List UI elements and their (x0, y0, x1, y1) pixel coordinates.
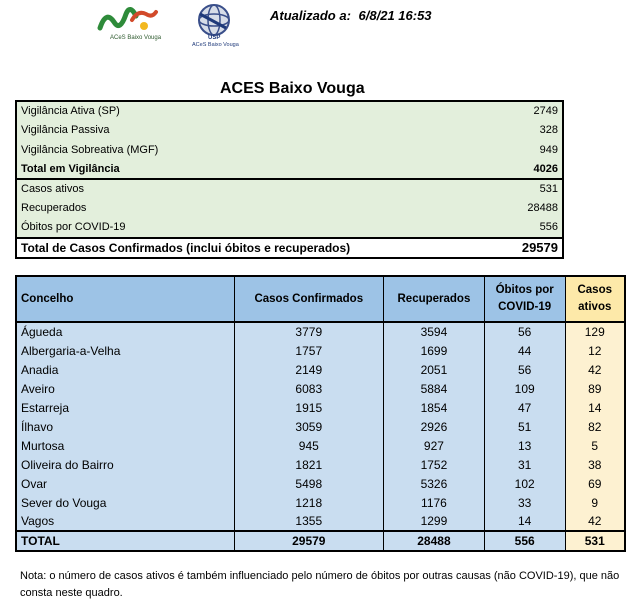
cell-obitos: 33 (484, 493, 565, 512)
summary-label: Casos ativos (16, 179, 443, 199)
updated-timestamp (270, 8, 436, 23)
cell-recuperados: 5884 (384, 379, 485, 398)
summary-value: 949 (539, 143, 558, 156)
summary-value: 531 (443, 179, 563, 199)
summary-value: 2749 (533, 105, 558, 118)
cell-confirmados: 1915 (234, 398, 384, 417)
cell-recuperados: 5326 (384, 474, 485, 493)
cell-concelho: Estarreja (16, 398, 234, 417)
table-row (16, 455, 625, 474)
footnote: Nota: o número de casos ativos é também influenciado pelo número de óbitos por outras causas (não COVID-19), que não consta neste quadro. (20, 570, 620, 599)
cell-concelho: Águeda (16, 322, 234, 341)
table-row (16, 474, 625, 493)
total-cell-concelho: TOTAL (16, 531, 234, 551)
summary-row (16, 101, 563, 121)
summary-label: Vigilância Ativa (SP) (21, 105, 120, 118)
cell-ativos: 5 (565, 436, 625, 455)
cell-confirmados: 3059 (234, 417, 384, 436)
header-confirmados: Casos Confirmados (234, 276, 384, 322)
table-row (16, 436, 625, 455)
table-header-row (16, 276, 625, 322)
header-concelho: Concelho (16, 276, 234, 322)
table-row (16, 398, 625, 417)
header-ativos-line2: ativos (578, 301, 612, 313)
summary-label: Recuperados (21, 202, 87, 215)
cell-obitos: 109 (484, 379, 565, 398)
summary-total-value: 29579 (443, 238, 563, 258)
header-obitos (484, 276, 565, 322)
cell-concelho: Ovar (16, 474, 234, 493)
summary-value: 328 (539, 124, 558, 137)
table-row (16, 417, 625, 436)
summary-row (16, 218, 563, 238)
summary-row (16, 160, 563, 180)
cell-concelho: Anadia (16, 360, 234, 379)
table-row (16, 493, 625, 512)
updated-value: 6/8/21 16:53 (358, 8, 432, 23)
cell-obitos: 14 (484, 512, 565, 531)
cell-recuperados: 1699 (384, 341, 485, 360)
cell-concelho: Albergaria-a-Velha (16, 341, 234, 360)
cell-ativos: 42 (565, 360, 625, 379)
cell-ativos: 89 (565, 379, 625, 398)
header-ativos (565, 276, 625, 322)
usp-logo-text-bottom: ACeS Baixo Vouga (192, 42, 239, 48)
cell-confirmados: 945 (234, 436, 384, 455)
cell-recuperados: 1752 (384, 455, 485, 474)
summary-value: 28488 (527, 202, 558, 215)
summary-row (16, 199, 563, 219)
table-row (16, 360, 625, 379)
cell-obitos: 51 (484, 417, 565, 436)
cell-confirmados: 5498 (234, 474, 384, 493)
cell-confirmados: 1757 (234, 341, 384, 360)
concelho-table (15, 275, 626, 552)
usp-logo (186, 2, 242, 48)
cell-ativos: 14 (565, 398, 625, 417)
cell-obitos: 56 (484, 322, 565, 341)
cell-recuperados: 3594 (384, 322, 485, 341)
cell-ativos: 69 (565, 474, 625, 493)
total-cell-confirmados: 29579 (234, 531, 384, 551)
summary-value: 4026 (533, 162, 558, 175)
cell-ativos: 38 (565, 455, 625, 474)
table-body (16, 322, 625, 551)
summary-row (16, 140, 563, 160)
cell-recuperados: 1854 (384, 398, 485, 417)
cell-confirmados: 2149 (234, 360, 384, 379)
header-ativos-line1: Casos (577, 284, 613, 296)
cell-concelho: Murtosa (16, 436, 234, 455)
cell-concelho: Ílhavo (16, 417, 234, 436)
cell-confirmados: 1355 (234, 512, 384, 531)
page-title: ACES Baixo Vouga (220, 80, 365, 97)
total-cell-recuperados: 28488 (384, 531, 485, 551)
updated-label: Atualizado a: (270, 8, 351, 23)
cell-ativos: 12 (565, 341, 625, 360)
table-row (16, 341, 625, 360)
cell-ativos: 82 (565, 417, 625, 436)
cell-confirmados: 1821 (234, 455, 384, 474)
table-total-row (16, 531, 625, 551)
cell-concelho: Sever do Vouga (16, 493, 234, 512)
cell-obitos: 44 (484, 341, 565, 360)
summary-label: Óbitos por COVID-19 (21, 221, 126, 234)
summary-value: 556 (539, 221, 558, 234)
header-recuperados: Recuperados (384, 276, 485, 322)
summary-table (15, 100, 564, 259)
cell-recuperados: 927 (384, 436, 485, 455)
cell-ativos: 42 (565, 512, 625, 531)
cell-confirmados: 3779 (234, 322, 384, 341)
summary-total-label: Total de Casos Confirmados (inclui óbitos e recuperados) (16, 238, 443, 258)
aces-logo-text: ACeS Baixo Vouga (110, 35, 162, 41)
cell-confirmados: 1218 (234, 493, 384, 512)
cell-concelho: Oliveira do Bairro (16, 455, 234, 474)
table-row (16, 379, 625, 398)
cell-concelho: Aveiro (16, 379, 234, 398)
cell-obitos: 13 (484, 436, 565, 455)
summary-row (16, 121, 563, 141)
summary-label: Vigilância Sobreativa (MGF) (21, 143, 159, 156)
header-obitos-line1: Óbitos por (495, 284, 554, 296)
aces-logo (96, 6, 166, 42)
cell-recuperados: 2051 (384, 360, 485, 379)
total-cell-obitos: 556 (484, 531, 565, 551)
summary-row (16, 179, 563, 199)
cell-recuperados: 1176 (384, 493, 485, 512)
cell-obitos: 56 (484, 360, 565, 379)
cell-concelho: Vagos (16, 512, 234, 531)
summary-total-row (16, 238, 563, 258)
cell-ativos: 9 (565, 493, 625, 512)
summary-label: Total em Vigilância (21, 162, 120, 175)
cell-obitos: 47 (484, 398, 565, 417)
cell-recuperados: 1299 (384, 512, 485, 531)
table-row (16, 322, 625, 341)
cell-ativos: 129 (565, 322, 625, 341)
cell-recuperados: 2926 (384, 417, 485, 436)
table-row (16, 512, 625, 531)
cell-obitos: 102 (484, 474, 565, 493)
cell-confirmados: 6083 (234, 379, 384, 398)
total-cell-ativos: 531 (565, 531, 625, 551)
summary-label: Vigilância Passiva (21, 124, 110, 137)
usp-logo-text-top: USP (208, 35, 221, 41)
cell-obitos: 31 (484, 455, 565, 474)
header-obitos-line2: COVID-19 (498, 301, 552, 313)
